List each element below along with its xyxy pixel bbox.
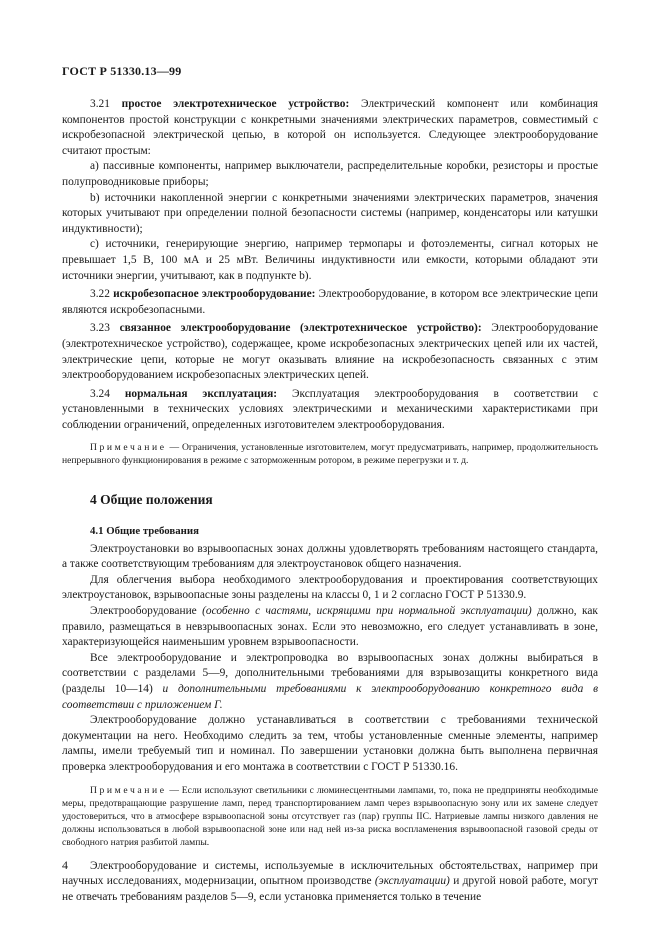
clause-3-23 xyxy=(62,321,598,383)
term-title: искробезопасное электрооборудование: xyxy=(113,288,316,301)
term-title: простое электротехническое устройство: xyxy=(121,98,350,110)
note-label: Примечание xyxy=(90,442,167,454)
note-text: — Ограничения, установленные изготовителем, могут предусматривать, например, продолжительность непрерывного функционирования в режиме с заторможенным ротором, в режиме перегрузки и т. д. xyxy=(62,442,598,467)
paragraph-2: Для облегчения выбора необходимого электрооборудования и проектирования соответствующих электроустановок, взрывоопасные зоны разделены на классы 0, 1 и 2 согласно ГОСТ Р 51330.9. xyxy=(62,573,598,602)
note-1 xyxy=(62,441,598,467)
document-header: ГОСТ Р 51330.13—99 xyxy=(62,64,182,78)
clause-3-24 xyxy=(62,387,598,434)
text-span: Электрооборудование xyxy=(90,605,203,618)
paragraph-1: Электроустановки во взрывоопасных зонах должны удовлетворять требованиям настоящего стандарта, а также соответствующим требованиям для электроустановок общего назначения. xyxy=(62,542,598,571)
clause-3-21 xyxy=(62,97,598,159)
paragraph-4 xyxy=(62,651,598,713)
term-definition: Электрический компонент или комбинация компонентов простой конструкции с конкретными значениями электрических параметров, совместимый с искробезопасной электрической цепью, в которой он используется. Следующее электрооборудование считают простым: xyxy=(62,98,598,157)
text-span: Все электрооборудование и электропроводка во взрывоопасных зонах должны выбираться в соответствии с разделами 5—9, дополнительными требованиями для взрывозащиты конкретного вида (разделы 10—14) xyxy=(62,651,598,695)
note-text: — Если используют светильники с люминесцентными лампами, то, пока не предприняты необходимые меры, предотвращающие разрушение ламп, перед транспортированием ламп через взрывоопасную зону или их замене следует удостовериться, что в атмосфере взрывоопасной зоны отсутствует газ (пар) группы IIС. Натриевые лампы низкого давления не должны использоваться в любой взрывоопасной зоне или над ней из-за риска воспламенения взрывоопасной газовой среды от свободного натрия разбитой лампы. xyxy=(62,784,598,848)
text-span: Электрооборудование и системы, используемые в исключительных обстоятельствах, например при научных исследованиях, модернизации, опытном производстве xyxy=(62,859,598,888)
term-definition: Электрооборудование, в котором все электрические цепи являются искробезопасными. xyxy=(62,288,598,316)
clause-number: 3.24 xyxy=(90,387,125,400)
paragraph-5: Электрооборудование должно устанавливаться в соответствии с требованиями технической документации на него. Необходимо следить за тем, чтобы установленные сменные элементы, например лампы, имели требуемый тип и номинал. По завершении установки должна быть выполнена первичная проверка электрооборудования и его монтажа в соответствии с ГОСТ Р 51330.16. xyxy=(62,714,598,773)
clause-3-22 xyxy=(62,287,598,318)
clause-number: 3.23 xyxy=(90,322,120,335)
term-title: нормальная эксплуатация: xyxy=(124,387,278,400)
list-item-a: а) пассивные компоненты, например выключатели, распределительные коробки, резисторы и простые полупроводниковые приборы; xyxy=(62,160,598,188)
italic-span: и дополнительными требованиями к электрооборудованию конкретного вида в соответствии с приложением Г. xyxy=(62,683,599,711)
clause-number: 3.22 xyxy=(90,288,114,301)
subsection-4-1-title: 4.1 Общие требования xyxy=(90,525,199,538)
paragraph-3 xyxy=(62,604,598,651)
italic-span: (особенно с частями, искрящими при нормальной эксплуатации) xyxy=(202,605,532,618)
term-definition: Эксплуатация электрооборудования в соответствии с установленными в технических условиях электрическими и механическими характеристиками при соблюдении ограничений, определенных изготовителем электрооборудования. xyxy=(62,387,599,431)
term-definition: Электрооборудование (электротехническое устройство), содержащее, кроме искробезопасных электрических цепей или их частей, электрические цепи, которые не могут оказывать влияние на искробезопасность связанных с этим электрооборудованием искробезопасных электрических цепей. xyxy=(62,322,598,382)
clause-number: 3.21 xyxy=(90,98,122,110)
note-2 xyxy=(62,784,598,849)
list-item-b: b) источники накопленной энергии с конкретными значениями электрических параметров, значения которых учитывают при определении полной безопасности системы (например, конденсаторы или катушки индуктивности); xyxy=(62,191,598,235)
term-title: связанное электрооборудование (электротехническое устройство): xyxy=(119,322,482,335)
list-item-c: с) источники, генерирующие энергию, например термопары и фотоэлементы, сигнал которых не превышает 1,5 В, 100 мА и 25 мВт. Величины индуктивности или емкости, которыми обладают эти источники энергии, учитывают, как в подпункте b). xyxy=(62,238,598,282)
page-content xyxy=(62,97,598,905)
paragraph-6 xyxy=(62,859,598,906)
note-label: Примечание xyxy=(90,784,167,796)
page-number: 4 xyxy=(62,858,68,872)
text-span: должно, как правило, размещаться в невзрывоопасных зонах. Если это невозможно, его следует устанавливать в зоне, характеризующейся наименьшим уровнем взрывоопасности. xyxy=(62,605,598,649)
section-4-title: 4 Общие положения xyxy=(90,492,213,508)
text-span: и другой новой работе, могут не отвечать требованиям разделов 5—9, если установка применяется только в течение xyxy=(62,875,598,903)
italic-span: (эксплуатации) xyxy=(374,875,450,888)
